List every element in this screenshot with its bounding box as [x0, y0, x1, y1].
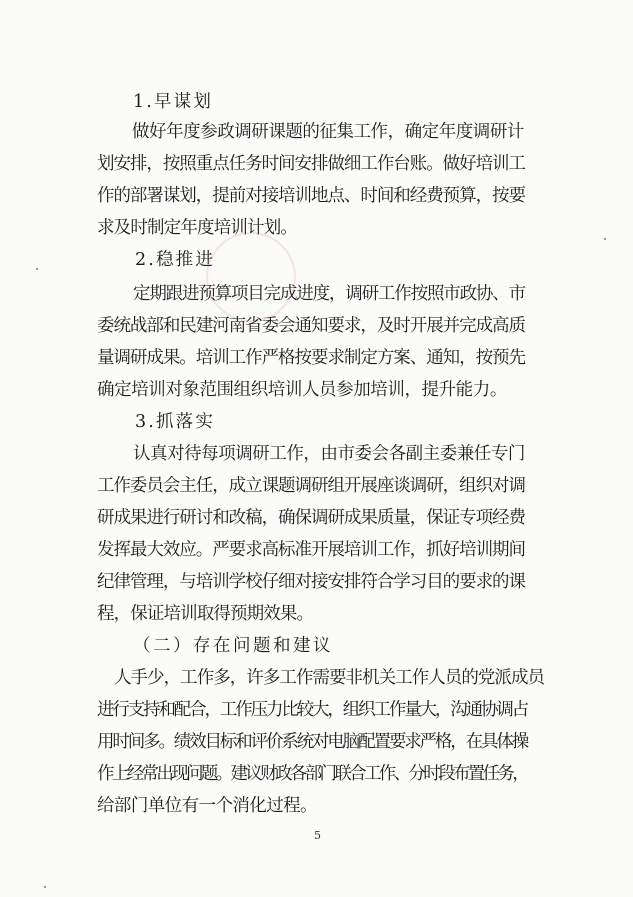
- paragraph-line: 作的部署谋划，提前对接培训地点、时间和经费预算，按要: [97, 186, 525, 206]
- page-number: 5: [314, 829, 321, 842]
- heading-steady-progress: 2.稳推进: [135, 250, 215, 270]
- paragraph-line: 程，保证培训取得预期效果。: [97, 604, 314, 624]
- scan-speck: [604, 238, 606, 240]
- paragraph-line: 定期跟进预算项目完成进度，调研工作按照市政协、市: [133, 284, 525, 304]
- paragraph-line: 作上经常出现问题。建议财政各部门联合工作、分时段布置任务，: [97, 764, 528, 784]
- heading-early-planning: 1.早谋划: [133, 92, 213, 112]
- section-heading-problems-suggestions: （二）存在问题和建议: [133, 636, 333, 656]
- paragraph-line: 量调研成果。培训工作严格按要求制定方案、通知，按预先: [97, 348, 525, 368]
- paragraph-line: 确定培训对象范围组织培训人员参加培训，提升能力。: [97, 380, 507, 400]
- paragraph-line: 进行支持和配合，工作压力比较大，组织工作量大，沟通协调占: [97, 700, 528, 720]
- paragraph-line: 研成果进行研讨和改稿，确保调研成果质量，保证专项经费: [97, 508, 525, 528]
- scan-speck: [44, 886, 46, 888]
- paragraph-line: 求及时制定年度培训计划。: [97, 218, 298, 238]
- paragraph-line: 给部门单位有一个消化过程。: [97, 796, 317, 816]
- faded-stamp: [206, 232, 296, 322]
- heading-implementation: 3.抓落实: [135, 412, 215, 432]
- paragraph-line: 做好年度参政调研课题的征集工作，确定年度调研计: [132, 122, 524, 142]
- paragraph-line: 用时间多。绩效目标和评价系统对电脑配置要求严格，在具体操: [97, 732, 528, 752]
- paragraph-line: 纪律管理，与培训学校仔细对接安排符合学习目的要求的课: [97, 572, 525, 592]
- paragraph-line: 发挥最大效应。严要求高标准开展培训工作，抓好培训期间: [97, 540, 525, 560]
- paragraph-line: 委统战部和民建河南省委会通知要求，及时开展并完成高质: [97, 316, 525, 336]
- paragraph-line: 认真对待每项调研工作，由市委会各副主委兼任专门: [133, 444, 525, 464]
- paragraph-line: 工作委员会主任，成立课题调研组开展座谈调研，组织对调: [97, 476, 525, 496]
- paragraph-line: 划安排，按照重点任务时间安排做细工作台账。做好培训工: [97, 154, 525, 174]
- paragraph-line: 人手少，工作多，许多工作需要非机关工作人员的党派成员: [114, 668, 545, 688]
- scan-speck: [36, 268, 38, 270]
